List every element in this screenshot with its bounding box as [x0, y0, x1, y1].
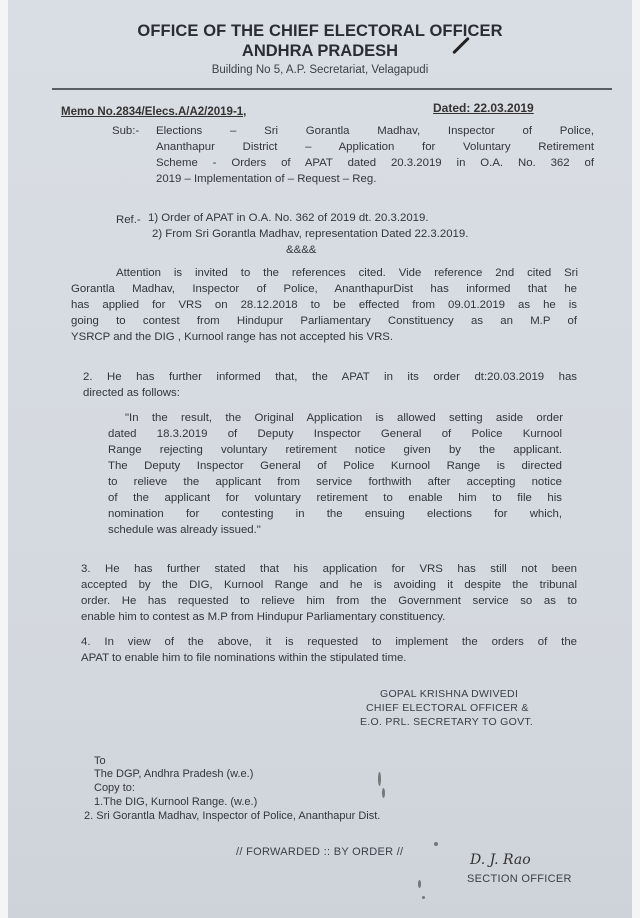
quoted-order-line: of the applicant for voluntary retirement to enable him to file his — [108, 492, 562, 504]
paragraph-1-line: Gorantla Madhav, Inspector of Police, AnanthapurDist has informed that he — [71, 283, 577, 295]
forwarded-by-order: // FORWARDED :: BY ORDER // — [236, 846, 404, 858]
paragraph-3-line: 3. He has further stated that his application for VRS has still not been — [81, 563, 577, 575]
paragraph-1-line: Attention is invited to the references cited. Vide reference 2nd cited Sri — [116, 267, 578, 279]
subject-line: Elections – Sri Gorantla Madhav, Inspector of Police, — [156, 125, 594, 137]
memo-number: Memo No.2834/Elecs.A/A2/2019-1, — [61, 106, 247, 118]
paragraph-2-line: 2. He has further informed that, the APAT in its order dt:20.03.2019 has — [83, 371, 577, 383]
subject-line: 2019 – Implementation of – Request – Reg. — [156, 173, 377, 185]
ink-speck — [434, 842, 438, 846]
reference-item: 2) From Sri Gorantla Madhav, representation Dated 22.3.2019. — [152, 228, 469, 240]
section-officer-label: SECTION OFFICER — [467, 873, 572, 885]
quoted-order-line: to relieve the applicant from service forthwith after accepting notice — [108, 476, 562, 488]
paragraph-1-line: going to contest from Hindupur Parliamentary Constituency as an M.P of — [71, 315, 577, 327]
subject-label: Sub:- — [112, 125, 140, 137]
paragraph-1-line: YSRCP and the DIG , Kurnool range has not accepted his VRS. — [71, 331, 394, 343]
handwritten-signature: D. J. Rao — [470, 852, 531, 868]
to-recipient: The DGP, Andhra Pradesh (w.e.) — [94, 768, 254, 780]
subject-line: Scheme - Orders of APAT dated 20.3.2019 in O.A. No. 362 of — [156, 157, 594, 169]
paragraph-3-line: order. He has requested to relieve him from the Government service so as to — [81, 595, 577, 607]
ink-speck — [382, 788, 385, 798]
paragraph-2-line: directed as follows: — [83, 387, 180, 399]
memo-document — [8, 0, 632, 918]
signatory-title: CHIEF ELECTORAL OFFICER & — [366, 702, 529, 714]
quoted-order-line: Range rejecting voluntary retirement notice given by the applicant. — [108, 444, 562, 456]
quoted-order-line: schedule was already issued." — [108, 524, 261, 536]
quoted-order-line: nomination for contesting in the ensuing elections for which, — [108, 508, 562, 520]
reference-item: 1) Order of APAT in O.A. No. 362 of 2019 dt. 20.3.2019. — [148, 212, 429, 224]
copy-recipient: 2. Sri Gorantla Madhav, Inspector of Police, Ananthapur Dist. — [84, 810, 381, 822]
to-label: To — [94, 755, 106, 767]
signatory-name: GOPAL KRISHNA DWIVEDI — [380, 688, 519, 700]
office-address: Building No 5, A.P. Secretariat, Velagapudi — [211, 64, 429, 76]
paragraph-4-line: APAT to enable him to file nominations within the stipulated time. — [81, 652, 407, 664]
ink-speck — [418, 880, 421, 888]
signatory-title: E.O. PRL. SECRETARY TO GOVT. — [360, 716, 534, 728]
ink-speck — [422, 896, 425, 899]
header-divider — [52, 88, 612, 90]
reference-label: Ref.- — [116, 214, 141, 226]
quoted-order-line: The Deputy Inspector General of Police Kurnool Range is directed — [108, 460, 562, 472]
paragraph-4-line: 4. In view of the above, it is requested to implement the orders of the — [81, 636, 577, 648]
memo-date: Dated: 22.03.2019 — [433, 101, 534, 115]
copy-recipient: 1.The DIG, Kurnool Range. (w.e.) — [94, 796, 258, 808]
copy-to-label: Copy to: — [94, 782, 135, 794]
office-title: OFFICE OF THE CHIEF ELECTORAL OFFICER — [137, 22, 503, 40]
state-title: ANDHRA PRADESH — [241, 42, 399, 60]
paragraph-3-line: enable him to contest as M.P from Hindupur Parliamentary constituency. — [81, 611, 446, 623]
paragraph-1-line: has applied for VRS on 28.12.2018 to be effected from 09.01.2019 as he is — [71, 299, 577, 311]
paragraph-3-line: accepted by the DIG, Kurnool Range and he is avoiding it despite the tribunal — [81, 579, 577, 591]
quoted-order-line: "In the result, the Original Application is allowed setting aside order — [125, 412, 563, 424]
subject-line: Ananthapur District – Application for Voluntary Retirement — [156, 141, 594, 153]
reference-separator: &&&& — [286, 244, 317, 256]
quoted-order-line: dated 18.3.2019 of Deputy Inspector General of Police Kurnool — [108, 428, 562, 440]
ink-speck — [378, 772, 381, 786]
